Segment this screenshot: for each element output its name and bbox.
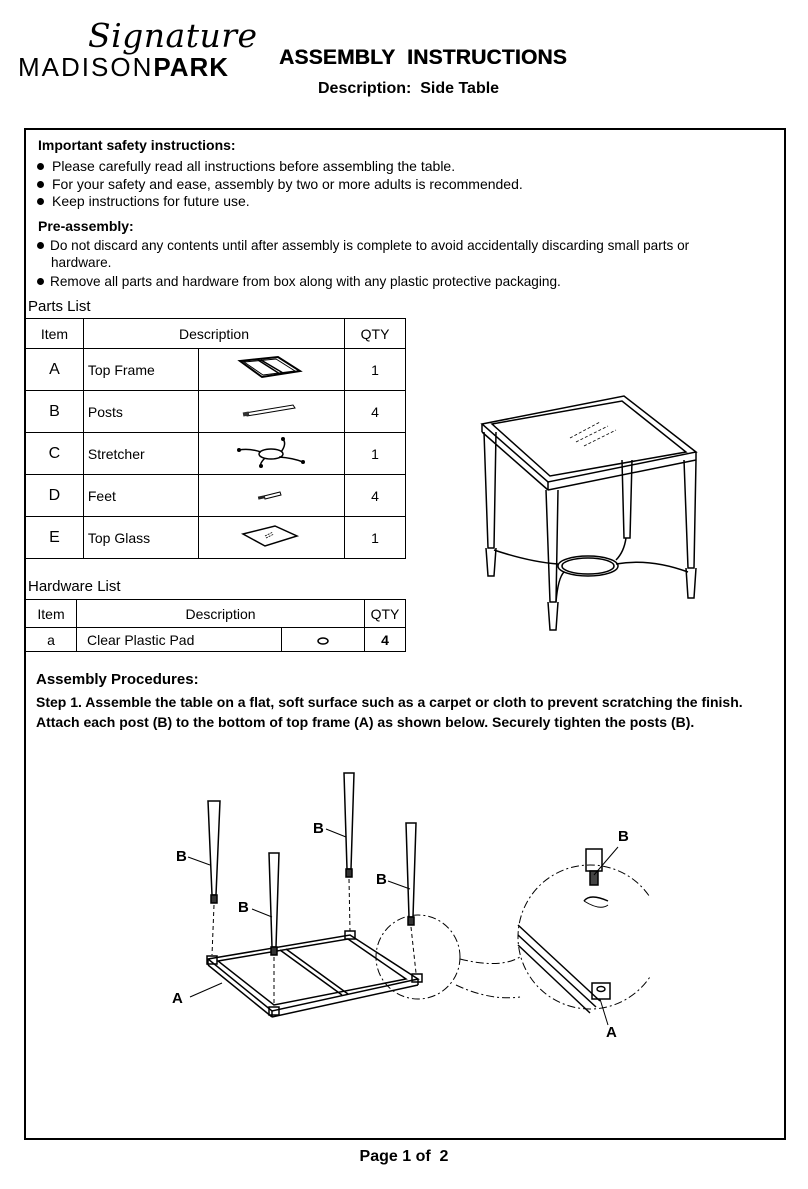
bullet-icon: [37, 181, 44, 188]
part-item: E: [26, 517, 84, 559]
part-qty: 1: [345, 349, 406, 391]
header-item: Item: [26, 600, 77, 628]
hardware-name: Clear Plastic Pad: [77, 628, 282, 652]
page-title: ASSEMBLY INSTRUCTIONS: [279, 46, 567, 69]
safety-item: Keep instructions for future use.: [37, 193, 250, 210]
hardware-table: [25, 599, 406, 652]
detail-frame-label: A: [606, 1024, 617, 1041]
part-qty: 4: [345, 475, 406, 517]
bullet-icon: [37, 163, 44, 170]
part-image: [198, 433, 345, 475]
part-qty: 1: [345, 433, 406, 475]
hardware-image: [282, 628, 365, 652]
part-item: A: [26, 349, 84, 391]
hardware-list-label: Hardware List: [28, 578, 121, 595]
post-label: B: [313, 820, 324, 837]
frame-label: A: [172, 990, 183, 1007]
table-row: [26, 517, 406, 559]
hardware-qty: 4: [365, 628, 406, 652]
logo-signature: Signature: [88, 16, 258, 55]
hardware-item: a: [26, 628, 77, 652]
parts-table: [25, 318, 406, 559]
post-label: B: [238, 899, 249, 916]
part-item: C: [26, 433, 84, 475]
pre-assembly-item-continued: hardware.: [51, 255, 112, 270]
bullet-icon: [37, 278, 44, 285]
table-row: [26, 628, 406, 652]
post-label: B: [176, 848, 187, 865]
post-icon: [241, 400, 301, 420]
pre-assembly-heading: Pre-assembly:: [38, 218, 134, 234]
page-number: Page 1 of 2: [359, 1148, 449, 1165]
assembled-table-illustration: [470, 388, 730, 638]
table-row: [26, 391, 406, 433]
top-frame-icon: [236, 353, 306, 383]
part-image: [198, 391, 345, 433]
logo-brand: [18, 52, 229, 82]
step-1-text: Step 1. Assemble the table on a flat, soft surface such as a carpet or cloth to prevent scratching the finish. Attach each post (B) to the bottom of top frame (A) as shown below. Securely tighten the posts (B).: [36, 694, 743, 730]
part-qty: 1: [345, 517, 406, 559]
part-name: Feet: [83, 475, 198, 517]
table-row: [26, 349, 406, 391]
table-row: [26, 433, 406, 475]
part-item: B: [26, 391, 84, 433]
glass-icon: [241, 522, 301, 550]
part-name: Top Frame: [83, 349, 198, 391]
logo-park: PARK: [153, 52, 230, 82]
part-name: Stretcher: [83, 433, 198, 475]
part-image: [198, 349, 345, 391]
header-description: Description: [77, 600, 365, 628]
parts-list-label: Parts List: [28, 298, 91, 315]
foot-icon: [256, 486, 286, 502]
part-item: D: [26, 475, 84, 517]
part-name: Top Glass: [83, 517, 198, 559]
table-header-row: [26, 319, 406, 349]
stretcher-icon: [235, 436, 307, 468]
pre-assembly-item: Do not discard any contents until after assembly is complete to avoid accidentally discarding small parts or: [37, 237, 689, 254]
detail-post-label: B: [618, 828, 629, 845]
exploded-assembly-diagram: [160, 765, 650, 1045]
header-item: Item: [26, 319, 84, 349]
bullet-icon: [37, 198, 44, 205]
page-subtitle: Description: Side Table: [318, 80, 500, 97]
header-qty: QTY: [365, 600, 406, 628]
post-label: B: [376, 871, 387, 888]
header-description: Description: [83, 319, 344, 349]
safety-item: For your safety and ease, assembly by two or more adults is recommended.: [37, 176, 523, 193]
table-row: [26, 475, 406, 517]
assembly-heading: Assembly Procedures:: [36, 671, 199, 688]
table-header-row: [26, 600, 406, 628]
bullet-icon: [37, 242, 44, 249]
header-qty: QTY: [345, 319, 406, 349]
part-name: Posts: [83, 391, 198, 433]
part-image: [198, 475, 345, 517]
safety-heading: Important safety instructions:: [38, 137, 236, 153]
part-qty: 4: [345, 391, 406, 433]
safety-item: Please carefully read all instructions before assembling the table.: [37, 158, 455, 175]
plastic-pad-icon: [316, 635, 330, 645]
logo-madison: MADISON: [18, 52, 154, 82]
pre-assembly-item: Remove all parts and hardware from box along with any plastic protective packaging.: [37, 273, 561, 290]
part-image: [198, 517, 345, 559]
